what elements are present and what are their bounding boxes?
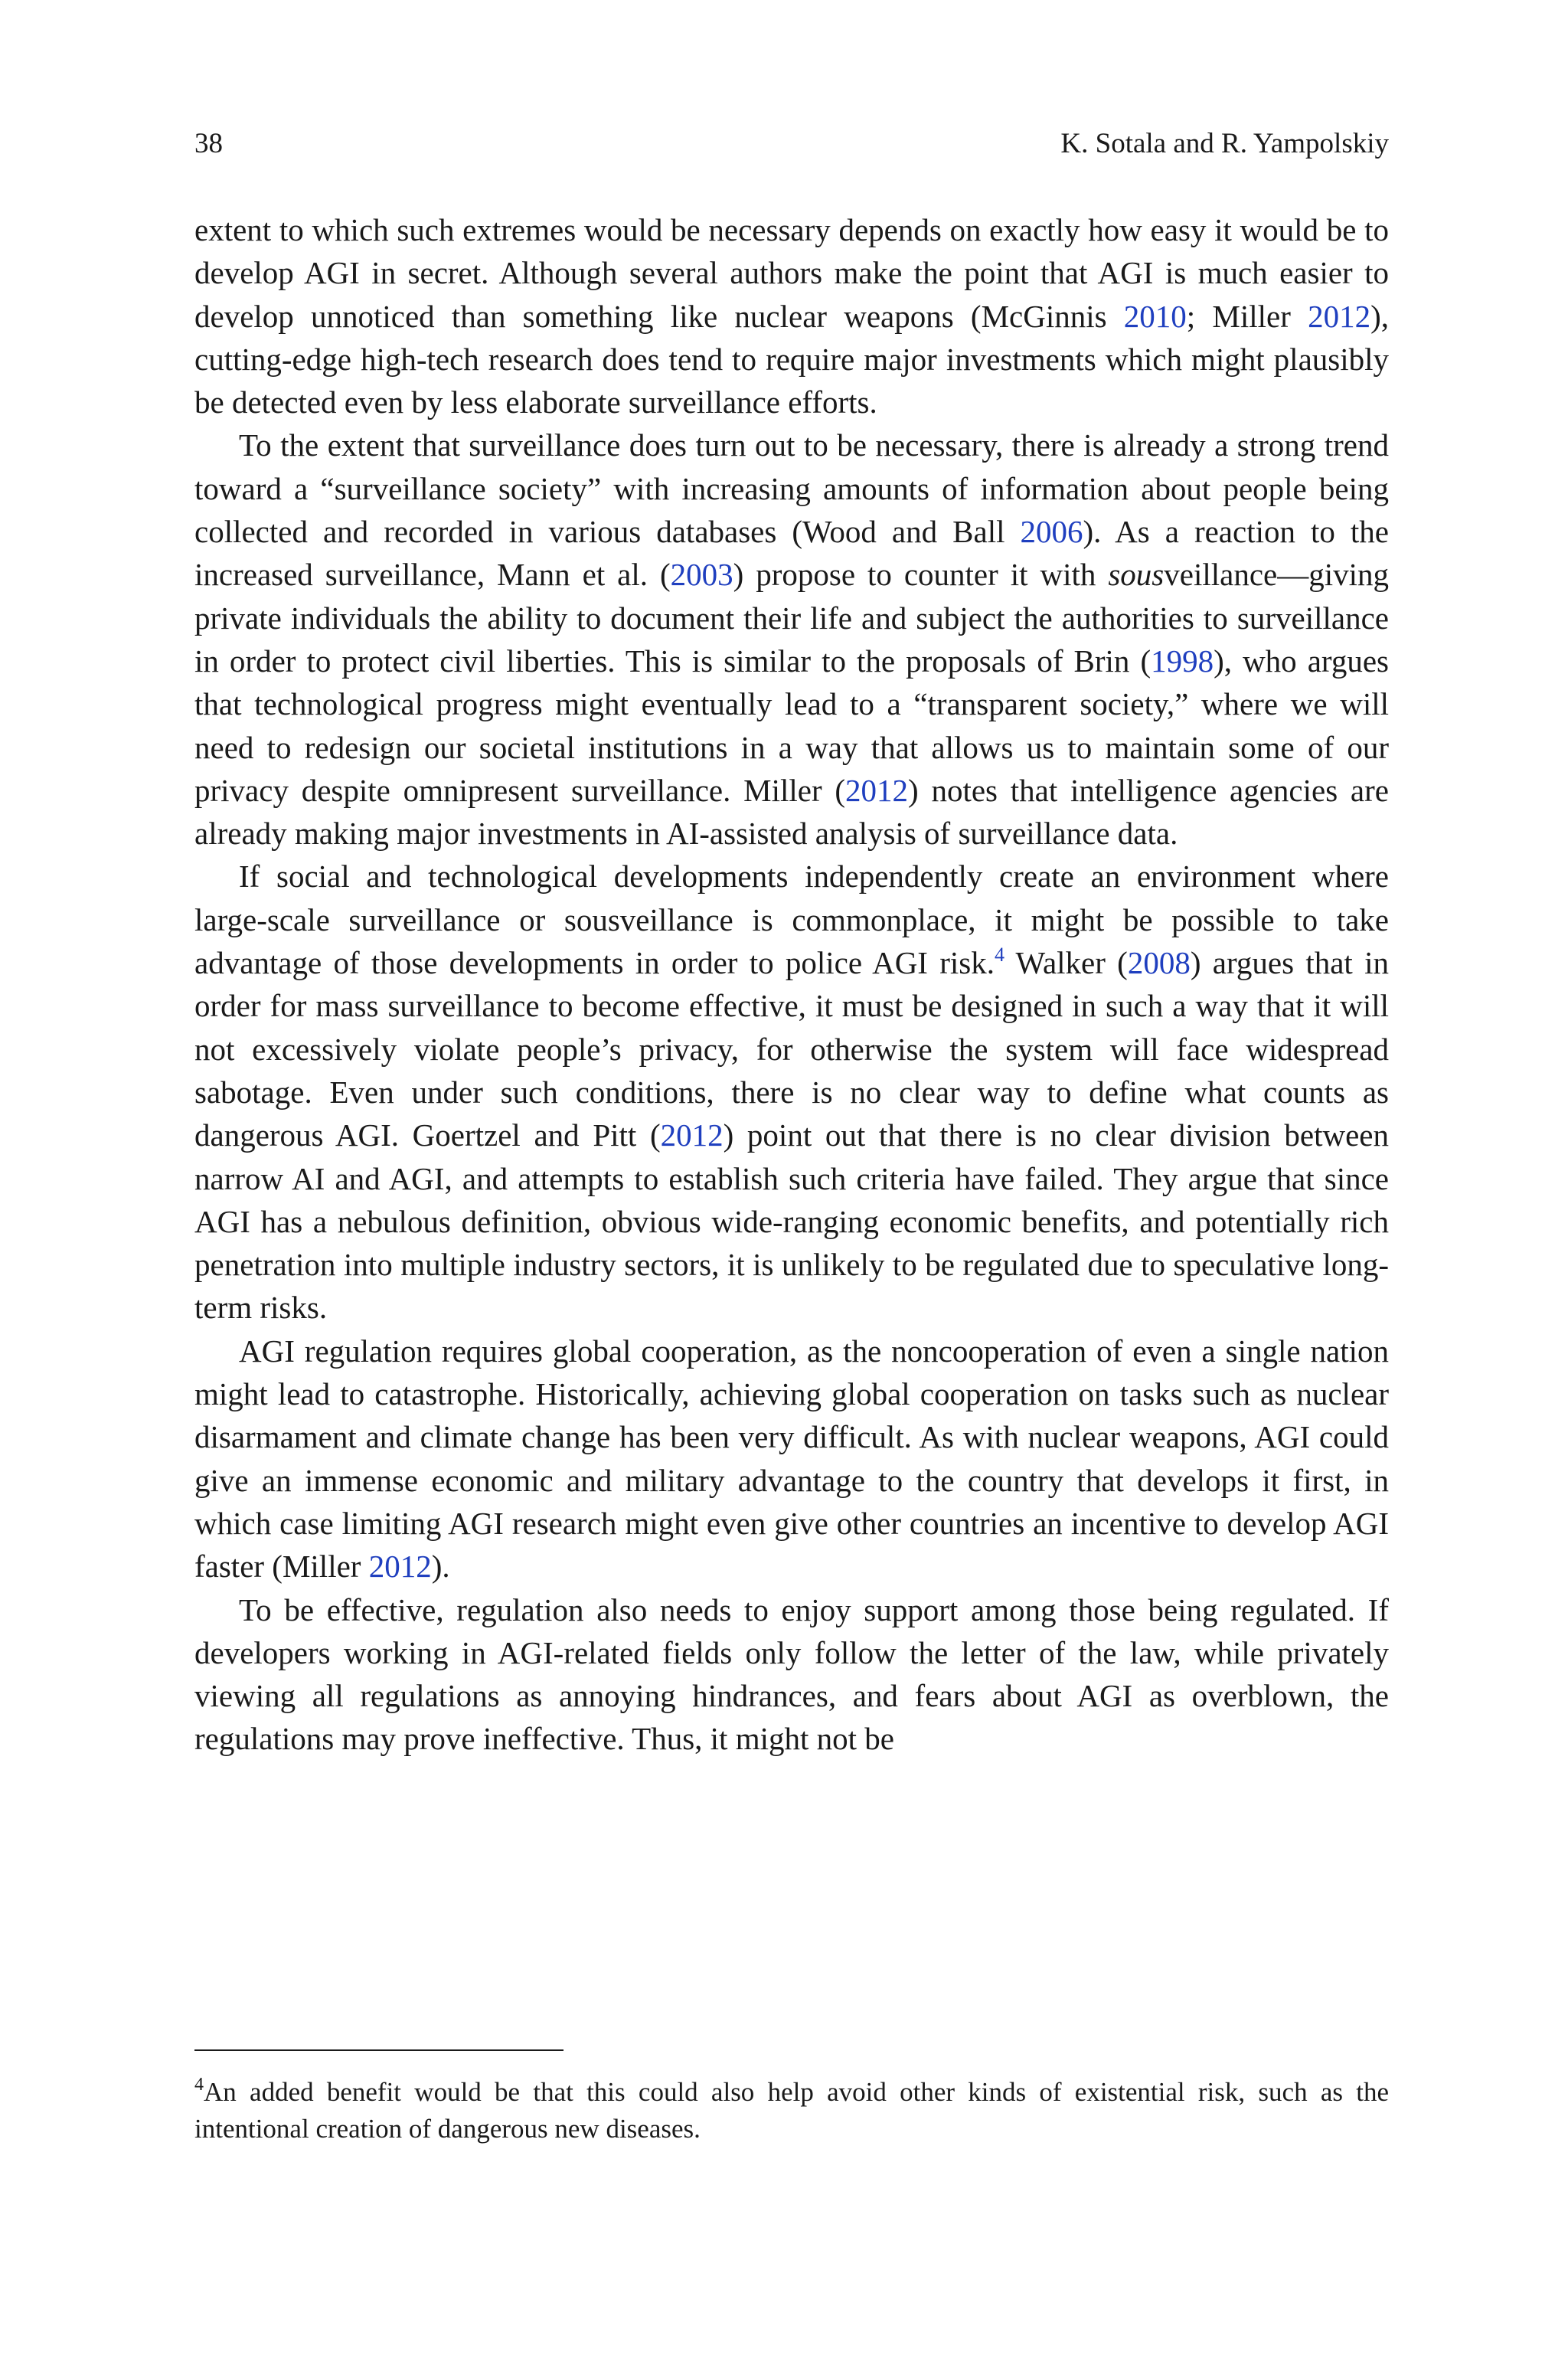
text-run: AGI regulation requires global cooperation, as the noncooperation of even a single nation might lead to catastrophe. Historically, achieving global cooperation on tasks such as nuclear disarmament and climate change has been very difficult. As with nuclear weapons, AGI could give an immense economic and military advantage to the country that develops it first, in which case limiting AGI research might even give other countries an incentive to develop AGI faster (Miller bbox=[194, 1333, 1389, 1585]
footnote-divider bbox=[194, 2049, 564, 2051]
text-run: ). bbox=[431, 1549, 450, 1585]
footnote-text: An added benefit would be that this could also help avoid other kinds of existential risk, such as the intentional creation of dangerous new diseases. bbox=[194, 2077, 1389, 2144]
text-run: ), who argues that technological progress might eventually lead to a “transparent society,” where we will need to redesign our societal institutions in a way that allows us to maintain some of our privacy despite omnipresent surveillance. Miller ( bbox=[194, 643, 1389, 808]
citation-link[interactable]: 2010 bbox=[1123, 298, 1187, 334]
text-run: ) propose to counter it with bbox=[733, 557, 1109, 593]
running-header bbox=[194, 127, 1389, 161]
text-run: To be effective, regulation also needs to enjoy support among those being regulated. If developers working in AGI-related fields only follow the letter of the law, while privately viewing all regulations as annoying hindrances, and fears about AGI as overblown, the regulations may prove ineffective. Thus, it might not be bbox=[194, 1591, 1389, 1757]
text-run: If social and technological developments independently create an environment where large-scale surveillance or sousveillance is commonplace, it might be possible to take advantage of those developments in order to police AGI risk. bbox=[194, 859, 1389, 981]
footnote-reference[interactable]: 4 bbox=[995, 944, 1004, 967]
text-run: ; Miller bbox=[1186, 298, 1308, 334]
main-text bbox=[194, 208, 1389, 1761]
emphasized-text: sous bbox=[1108, 557, 1165, 593]
paragraph-4 bbox=[194, 1330, 1389, 1588]
text-run: Walker ( bbox=[1004, 945, 1128, 981]
citation-link[interactable]: 2003 bbox=[670, 557, 733, 593]
text-run: ) notes that intelligence agencies are already making major investments in AI-assisted analysis of surveillance data. bbox=[194, 772, 1389, 852]
paragraph-5 bbox=[194, 1588, 1389, 1761]
paragraph-3 bbox=[194, 855, 1389, 1329]
citation-link[interactable]: 1998 bbox=[1151, 643, 1214, 679]
paragraph-1 bbox=[194, 208, 1389, 424]
text-run: To the extent that surveillance does turn out to be necessary, there is already a strong trend toward a “surveillance society” with increasing amounts of information about people being collected and recorded in various databases (Wood and Ball bbox=[194, 427, 1389, 550]
paragraph-2 bbox=[194, 424, 1389, 855]
citation-link[interactable]: 2012 bbox=[845, 772, 909, 808]
citation-link[interactable]: 2012 bbox=[660, 1117, 724, 1153]
citation-link[interactable]: 2006 bbox=[1020, 514, 1083, 550]
text-run: ) argues that in order for mass surveillance to become effective, it must be designed in such a way that it will not excessively violate people’s privacy, for otherwise the system will face widespread sabotage. Even under such conditions, there is no clear way to define what counts as dangerous AGI. Goertzel and Pitt ( bbox=[194, 945, 1389, 1153]
text-run: ) point out that there is no clear division between narrow AI and AGI, and attempts to establish such criteria have failed. They argue that since AGI has a nebulous definition, obvious wide-ranging economic benefits, and potentially rich penetration into multiple industry sectors, it is unlikely to be regulated due to speculative long-term risks. bbox=[194, 1117, 1390, 1326]
footnote-4 bbox=[194, 2074, 1389, 2147]
citation-link[interactable]: 2012 bbox=[1308, 298, 1371, 334]
text-run: extent to which such extremes would be necessary depends on exactly how easy it would be to develop AGI in secret. Although several authors make the point that AGI is much easier to develop unnoticed than something like nuclear weapons (McGinnis bbox=[194, 212, 1389, 334]
running-title: K. Sotala and R. Yampolskiy bbox=[1060, 128, 1389, 159]
text-run: ). As a reaction to the increased surveillance, Mann et al. ( bbox=[194, 514, 1389, 593]
text-run: ), cutting-edge high-tech research does tend to require major investments which might plausibly be detected even by less elaborate surveillance efforts. bbox=[194, 298, 1389, 420]
citation-link[interactable]: 2012 bbox=[368, 1549, 432, 1585]
page-number: 38 bbox=[194, 128, 223, 159]
footnote-number: 4 bbox=[194, 2075, 204, 2095]
citation-link[interactable]: 2008 bbox=[1127, 945, 1191, 981]
text-run: veillance—giving private individuals the ability to document their life and subject the authorities to surveillance in order to protect civil liberties. This is similar to the proposals of Brin ( bbox=[194, 557, 1389, 679]
